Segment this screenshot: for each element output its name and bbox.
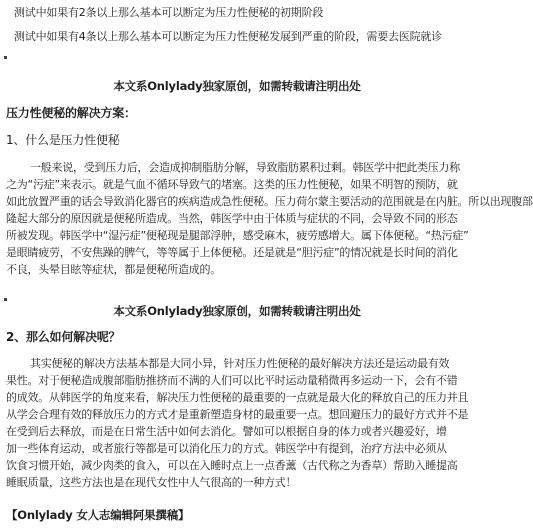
bullet-dot (4, 56, 7, 59)
paragraph-line: 饮食习惯开始，减少肉类的食入，可以在入睡时点上一点香薰（古代称之为香草）帮助入睡提高 (6, 459, 458, 472)
section-title: 压力性便秘的解决方案： (6, 106, 136, 120)
paragraph-line: 在受到后去释放，而是在日常生活中如何去消化。譬如可以根据自身的体力或者兴趣爱好，增 (6, 425, 447, 438)
question-2-paragraph (6, 355, 468, 491)
paragraph-line: 其实便秘的解决方法基本都是大同小异，针对压力性便秘的最好解决方法还是运动最有效 (30, 357, 450, 370)
paragraph-line: 一般来说，受到压力后，会造成抑制脂肪分解，导致脂肪累积过剩。韩医学中把此类压力称 (30, 161, 460, 174)
question-2-title: 2、那么如何解决呢？ (6, 330, 121, 344)
paragraph-line: 从学会合理有效的释放压力的方式才是重新塑造身材的最重要一点。想回避压力的最好方式并不是 (6, 408, 469, 421)
intro-line-1: 测试中如果有2条以上那么基本可以断定为压力性便秘的初期阶段 (14, 6, 324, 19)
paragraph-line: 加一些体育运动，或者旅行等都是可以消化压力的方式。韩医学中有提到，治疗方法中必须从 (6, 442, 447, 455)
question-1-title: 1、什么是压力性便秘 (6, 133, 120, 147)
bullet-dot (4, 298, 7, 301)
paragraph-line: 所被发现。韩医学中“湿污症”便秘现是腿部浮肿，感受麻木，疲劳感增大。属下体便秘。“热污症” (6, 229, 469, 242)
paragraph-line: 隆起大部分的原因就是便秘所造成。当然，韩医学中由于体质与症状的不同，会导致不同的形态 (6, 212, 458, 225)
paragraph-line: 果性。对于便秘造成腹部脂肪推挤而不满的人们可以比平时运动量稍微再多运动一下，会有不错 (6, 374, 458, 387)
paragraph-line: 之为“污症”来表示。就是气血不循环导致气的堵塞。这类的压力性便秘，如果不明智的预防，就 (6, 178, 458, 191)
paragraph-line: 的成效。从韩医学的角度来看，解决压力性便秘的最重要的一点就是最大化的释放自己的压力并且 (6, 391, 469, 404)
copyright-notice: 本文系Onlylady独家原创，如需转载请注明出处 (113, 79, 361, 93)
paragraph-line: 是眼睛疲劳，不安焦躁的脾气，等等属于上体便秘。还是就是“胆污症”的情况就是长时间的消化 (6, 246, 458, 259)
intro-line-2: 测试中如果有4条以上那么基本可以断定为压力性便秘发展到严重的阶段，需要去医院就诊 (14, 30, 442, 43)
paragraph-line: 不良，头晕目眩等症状，都是便秘所造成的。 (6, 263, 221, 276)
paragraph-line: 如此放置严重的话会导致消化器官的疾病造成急性便秘。压力荷尔蒙主要活动的范围就是在内脏。所以出现腹部 (6, 195, 533, 208)
copyright-notice-2: 本文系Onlylady独家原创，如需转载请注明出处 (113, 304, 361, 318)
author-credit: 【Onlylady 女人志编辑阿果撰稿】 (6, 508, 190, 522)
question-1-paragraph (6, 159, 533, 278)
paragraph-line: 睡眠质量，这些方法也是在现代女性中人气很高的一种方式！ (6, 476, 297, 489)
